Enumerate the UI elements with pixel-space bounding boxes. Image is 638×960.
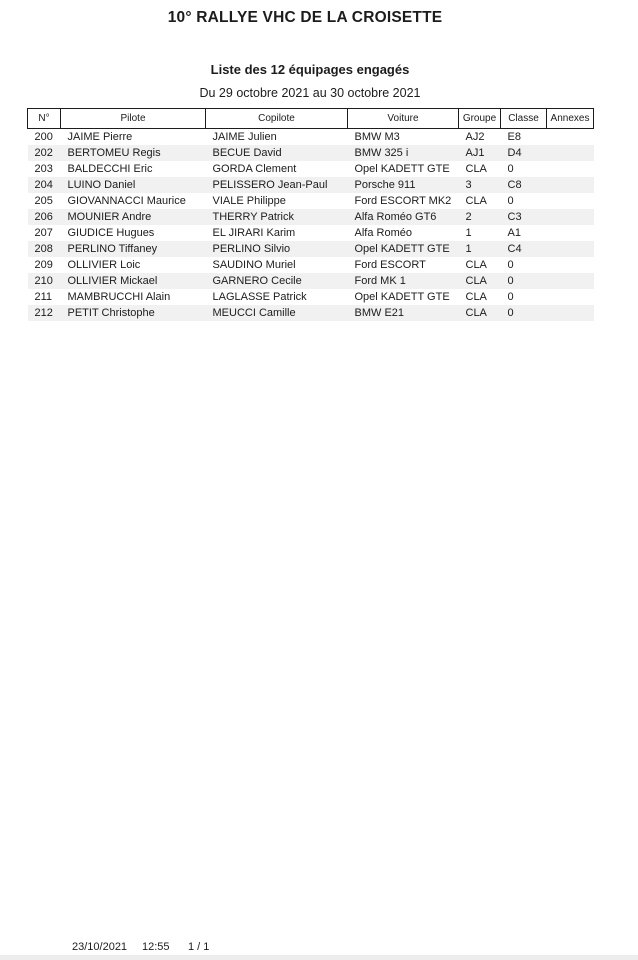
cell-groupe: 1 — [459, 241, 501, 257]
cell-annexes — [547, 289, 594, 305]
cell-groupe: CLA — [465, 259, 487, 271]
print-time: 12:55 — [142, 941, 170, 953]
cell-groupe: CLA — [459, 305, 501, 321]
cell-copilote: MEUCCI Camille — [206, 305, 348, 321]
cell-classe: 0 — [507, 195, 514, 207]
cell-copilote: SAUDINO Muriel — [212, 259, 296, 271]
cell-num: 207 — [34, 227, 53, 239]
cell-pilote: MAMBRUCCHI Alain — [67, 291, 171, 303]
cell-annexes — [547, 305, 594, 321]
cell-classe: 0 — [501, 305, 547, 321]
cell-copilote: GARNERO Cecile — [206, 273, 348, 289]
column-header: Annexes — [547, 109, 594, 129]
cell-annexes — [547, 209, 594, 225]
cell-annexes — [547, 161, 594, 177]
cell-annexes — [547, 145, 594, 161]
column-header: Voiture — [348, 109, 459, 129]
cell-voiture: Alfa Roméo GT6 — [348, 209, 459, 225]
cell-num: 208 — [28, 241, 61, 257]
cell-groupe: CLA — [465, 195, 487, 207]
cell-num: 209 — [34, 259, 53, 271]
table-row — [28, 241, 594, 257]
cell-groupe: AJ2 — [465, 131, 485, 143]
cell-pilote: PETIT Christophe — [61, 305, 206, 321]
cell-copilote: LAGLASSE Patrick — [212, 291, 307, 303]
page-title: 10° RALLYE VHC DE LA CROISETTE — [167, 9, 443, 26]
cell-copilote: GORDA Clement — [212, 163, 297, 175]
cell-classe: D4 — [501, 145, 547, 161]
cell-groupe: CLA — [459, 273, 501, 289]
cell-pilote: GIUDICE Hugues — [67, 227, 155, 239]
cell-pilote: MOUNIER Andre — [61, 209, 206, 225]
column-header: Groupe — [459, 109, 501, 129]
cell-num: 206 — [28, 209, 61, 225]
page-indicator: 1 / 1 — [188, 941, 210, 953]
event-date-range: Du 29 octobre 2021 au 30 octobre 2021 — [199, 86, 421, 100]
cell-classe: 0 — [507, 291, 514, 303]
cell-groupe: CLA — [465, 291, 487, 303]
table-row — [28, 177, 594, 193]
cell-classe: C3 — [501, 209, 547, 225]
cell-voiture: Opel KADETT GTE — [348, 241, 459, 257]
cell-annexes — [547, 177, 594, 193]
cell-voiture: Alfa Roméo — [354, 227, 412, 239]
cell-num: 204 — [28, 177, 61, 193]
cell-groupe: 2 — [459, 209, 501, 225]
cell-copilote: PERLINO Silvio — [206, 241, 348, 257]
cell-num: 202 — [28, 145, 61, 161]
cell-num: 210 — [28, 273, 61, 289]
cell-num: 205 — [34, 195, 53, 207]
cell-classe: 0 — [507, 163, 514, 175]
table-row — [28, 209, 594, 225]
table-row — [28, 289, 594, 305]
scan-edge-artifact — [0, 955, 638, 960]
table-row — [28, 273, 594, 289]
cell-num: 203 — [34, 163, 53, 175]
cell-annexes — [547, 129, 594, 146]
cell-pilote: JAIME Pierre — [67, 131, 133, 143]
cell-pilote: LUINO Daniel — [61, 177, 206, 193]
cell-classe: 0 — [507, 259, 514, 271]
cell-pilote: GIOVANNACCI Maurice — [67, 195, 186, 207]
table-row — [28, 305, 594, 321]
entry-table-body — [28, 129, 594, 322]
cell-voiture: BMW E21 — [348, 305, 459, 321]
cell-annexes — [547, 273, 594, 289]
column-header: Pilote — [61, 109, 206, 129]
print-date: 23/10/2021 — [72, 941, 128, 953]
cell-groupe: AJ1 — [459, 145, 501, 161]
cell-annexes — [547, 257, 594, 273]
table-row — [28, 225, 594, 241]
table-row — [28, 145, 594, 161]
cell-groupe: 3 — [459, 177, 501, 193]
table-row — [28, 161, 594, 177]
cell-copilote: PELISSERO Jean-Paul — [206, 177, 348, 193]
cell-voiture: Ford ESCORT — [354, 259, 426, 271]
page-subtitle: Liste des 12 équipages engagés — [210, 62, 410, 77]
cell-num: 211 — [34, 291, 53, 303]
cell-voiture: BMW M3 — [354, 131, 400, 143]
cell-classe: C8 — [501, 177, 547, 193]
cell-pilote: OLLIVIER Loic — [67, 259, 141, 271]
column-header: Classe — [501, 109, 547, 129]
table-row — [28, 193, 594, 209]
cell-groupe: CLA — [465, 163, 487, 175]
cell-num: 212 — [28, 305, 61, 321]
table-row — [28, 257, 594, 273]
header-row — [28, 109, 594, 129]
cell-classe: C4 — [501, 241, 547, 257]
column-header: Copilote — [206, 109, 348, 129]
cell-pilote: PERLINO Tiffaney — [61, 241, 206, 257]
cell-annexes — [547, 241, 594, 257]
table-row — [28, 129, 594, 146]
cell-classe: A1 — [507, 227, 521, 239]
cell-voiture: Ford MK 1 — [348, 273, 459, 289]
cell-voiture: BMW 325 i — [348, 145, 459, 161]
cell-copilote: BECUE David — [206, 145, 348, 161]
cell-voiture: Opel KADETT GTE — [354, 163, 450, 175]
cell-copilote: JAIME Julien — [212, 131, 277, 143]
cell-pilote: BERTOMEU Regis — [61, 145, 206, 161]
cell-classe: 0 — [501, 273, 547, 289]
cell-voiture: Opel KADETT GTE — [354, 291, 450, 303]
cell-groupe: 1 — [465, 227, 472, 239]
cell-pilote: OLLIVIER Mickael — [61, 273, 206, 289]
cell-pilote: BALDECCHI Eric — [67, 163, 153, 175]
entry-table — [27, 108, 594, 321]
entry-table-header — [28, 109, 594, 129]
cell-annexes — [547, 225, 594, 241]
cell-copilote: VIALE Philippe — [212, 195, 286, 207]
cell-num: 200 — [34, 131, 53, 143]
column-header: N° — [28, 109, 61, 129]
cell-classe: E8 — [507, 131, 521, 143]
cell-voiture: Porsche 911 — [348, 177, 459, 193]
cell-copilote: THERRY Patrick — [206, 209, 348, 225]
cell-voiture: Ford ESCORT MK2 — [354, 195, 452, 207]
cell-annexes — [547, 193, 594, 209]
cell-copilote: EL JIRARI Karim — [212, 227, 296, 239]
